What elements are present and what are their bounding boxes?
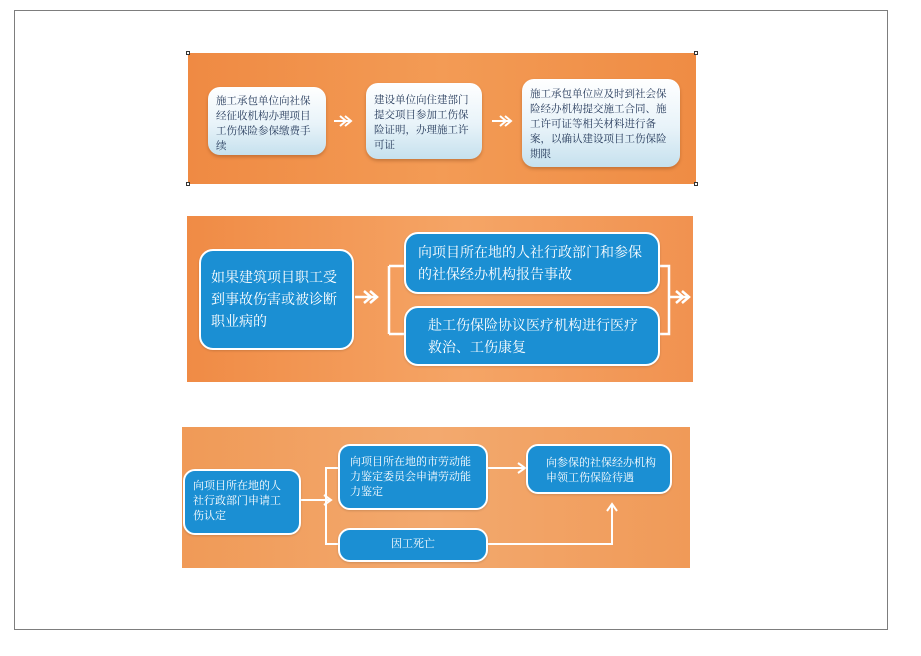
accident-start-box bbox=[199, 249, 354, 350]
selection-handle-bl[interactable] bbox=[186, 182, 190, 186]
ability-assessment-text: 向项目所在地的市劳动能力鉴定委员会申请劳动能力鉴定 bbox=[350, 455, 471, 498]
claim-start-box bbox=[183, 469, 301, 535]
selection-handle-br[interactable] bbox=[694, 182, 698, 186]
flow-panel-claim bbox=[182, 427, 690, 568]
step-1-box bbox=[208, 87, 326, 155]
flow-panel-registration bbox=[188, 53, 696, 184]
step-2-text: 建设单位向住建部门提交项目参加工伤保险证明，办理施工许可证 bbox=[374, 94, 469, 151]
work-death-box bbox=[338, 528, 488, 562]
claim-start-text: 向项目所在地的人社行政部门申请工伤认定 bbox=[193, 479, 281, 522]
benefit-claim-box bbox=[526, 444, 672, 494]
step-1-text: 施工承包单位向社保经征收机构办理项目工伤保险参保缴费手续 bbox=[216, 95, 311, 152]
ability-assessment-box bbox=[338, 444, 488, 510]
step-3-box bbox=[522, 79, 680, 167]
work-death-text: 因工死亡 bbox=[391, 537, 435, 550]
step-3-text: 施工承包单位应及时到社会保险经办机构提交施工合同、施工许可证等相关材料进行备案，以确认建设项目工伤保险期限 bbox=[530, 88, 667, 160]
accident-start-text: 如果建筑项目职工受到事故伤害或被诊断职业病的 bbox=[211, 270, 337, 330]
selection-handle-tr[interactable] bbox=[694, 51, 698, 55]
flow-panel-accident bbox=[187, 216, 693, 382]
report-accident-text: 向项目所在地的人社行政部门和参保的社保经办机构报告事故 bbox=[418, 245, 642, 283]
benefit-claim-text: 向参保的社保经办机构申领工伤保险待遇 bbox=[546, 456, 656, 484]
medical-treatment-box bbox=[404, 306, 660, 366]
report-accident-box bbox=[404, 232, 660, 294]
selection-handle-tl[interactable] bbox=[186, 51, 190, 55]
medical-treatment-text: 赴工伤保险协议医疗机构进行医疗救治、工伤康复 bbox=[428, 318, 638, 356]
step-2-box bbox=[366, 83, 482, 159]
